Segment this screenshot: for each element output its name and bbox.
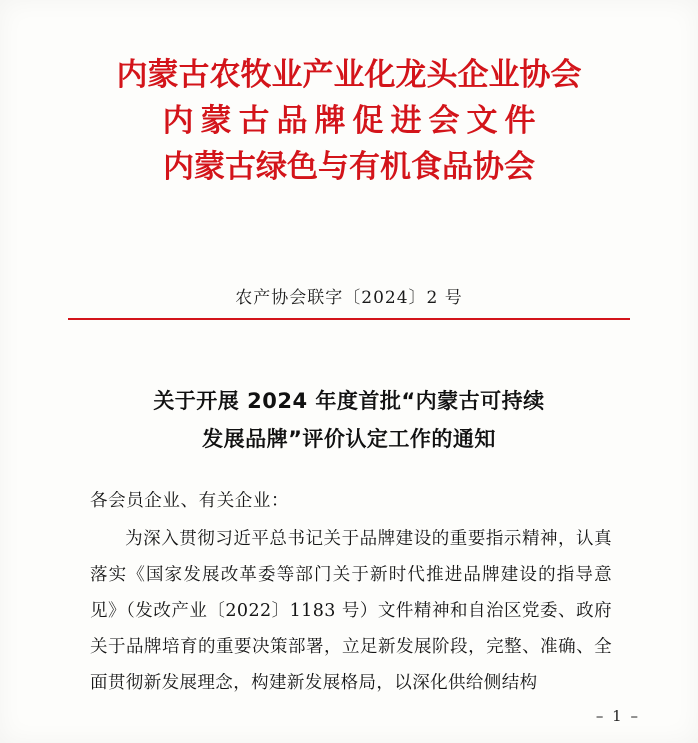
letterhead bbox=[0, 52, 698, 190]
letterhead-line-1: 内蒙古农牧业产业化龙头企业协会 bbox=[116, 57, 582, 93]
page-title bbox=[92, 382, 606, 458]
document-number: 农产协会联字〔2024〕2 号 bbox=[235, 288, 463, 308]
document-body bbox=[90, 483, 612, 701]
salutation: 各会员企业、有关企业： bbox=[90, 491, 290, 511]
document-number-row bbox=[0, 283, 698, 308]
page-title-line-2: 发展品牌”评价认定工作的通知 bbox=[202, 427, 496, 451]
letterhead-line-2: 内蒙古品牌促进会文件 bbox=[162, 103, 543, 139]
red-horizontal-rule bbox=[68, 318, 630, 320]
body-paragraph-1 bbox=[90, 521, 612, 701]
page-title-line-1: 关于开展 2024 年度首批“内蒙古可持续 bbox=[153, 389, 545, 413]
body-paragraph-1-text: 为深入贯彻习近平总书记关于品牌建设的重要指示精神，认真落实《国家发展改革委等部门关于新时代推进品牌建设的指导意见》（发改产业〔2022〕1183 号）文件精神和自治区党委、政府关于品牌培育的重要决策部署，立足新发展阶段，完整、准确、全面贯彻新发展理念，构建新发展格局，以深化供给侧结构 bbox=[90, 529, 612, 693]
page-number: – 1 – bbox=[595, 707, 640, 725]
letterhead-line-3: 内蒙古绿色与有机食品协会 bbox=[163, 149, 535, 185]
